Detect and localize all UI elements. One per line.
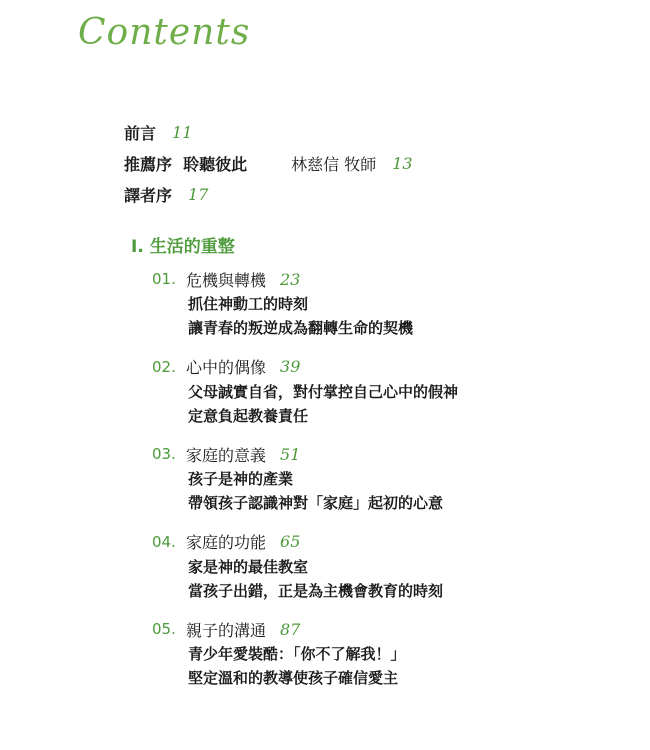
chapter-subtitle: 抓住神動工的時刻 (188, 295, 309, 313)
toc-page-number: 17 (188, 185, 209, 204)
chapter-list (152, 266, 622, 704)
toc-page-number: 51 (280, 444, 301, 464)
chapter-subtitle: 當孩子出錯，正是為主機會教育的時刻 (188, 581, 444, 600)
chapter-entry (152, 616, 622, 704)
chapter-subtitle: 堅定溫和的教導使孩子確信愛主 (188, 669, 399, 687)
chapter-entry (152, 441, 622, 529)
toc-entry-preface (124, 117, 413, 148)
front-matter-list (124, 117, 413, 210)
chapter-entry (152, 529, 622, 617)
chapter-title: 心中的偶像 (186, 358, 267, 377)
chapter-number: 05. (152, 620, 176, 638)
chapter-subtitle: 孩子是神的產業 (188, 470, 294, 488)
toc-page-number: 11 (172, 123, 193, 142)
toc-page-number: 65 (280, 532, 301, 551)
chapter-title: 家庭的意義 (186, 445, 267, 465)
chapter-subtitle: 青少年愛裝酷：「你不了解我！」 (188, 645, 406, 663)
chapter-entry (152, 354, 622, 442)
chapter-title: 家庭的功能 (186, 533, 267, 552)
toc-page-number: 23 (280, 269, 301, 289)
chapter-number: 03. (152, 445, 176, 463)
chapter-entry (152, 266, 622, 354)
toc-entry-translator-preface (124, 179, 413, 210)
page-title: Contents (78, 12, 251, 53)
toc-entry-title: 前言 (124, 124, 157, 143)
chapter-number: 01. (152, 270, 176, 288)
chapter-number: 02. (152, 357, 176, 376)
section-title: I. 生活的重整 (131, 237, 235, 257)
chapter-title: 親子的溝通 (186, 620, 267, 640)
toc-entry-title: 譯者序 (124, 186, 173, 205)
chapter-title: 危機與轉機 (186, 270, 267, 290)
chapter-subtitle: 帶領孩子認識神對「家庭」起初的心意 (188, 494, 444, 512)
chapter-subtitle: 定意負起教養責任 (188, 406, 309, 425)
toc-entry-author: 林慈信 牧師 (291, 155, 377, 174)
toc-page-number: 13 (392, 154, 413, 173)
toc-page-number: 39 (280, 357, 301, 376)
chapter-subtitle: 家是神的最佳教室 (188, 557, 309, 576)
chapter-subtitle: 讓青春的叛逆成為翻轉生命的契機 (188, 319, 414, 337)
chapter-subtitle: 父母誠實自省，對付掌控自己心中的假神 (188, 382, 459, 401)
toc-page-number: 87 (280, 619, 301, 639)
chapter-number: 04. (152, 532, 176, 551)
toc-entry-recommendation (124, 148, 413, 179)
toc-entry-title: 推薦序 聆聽彼此 (124, 155, 248, 174)
